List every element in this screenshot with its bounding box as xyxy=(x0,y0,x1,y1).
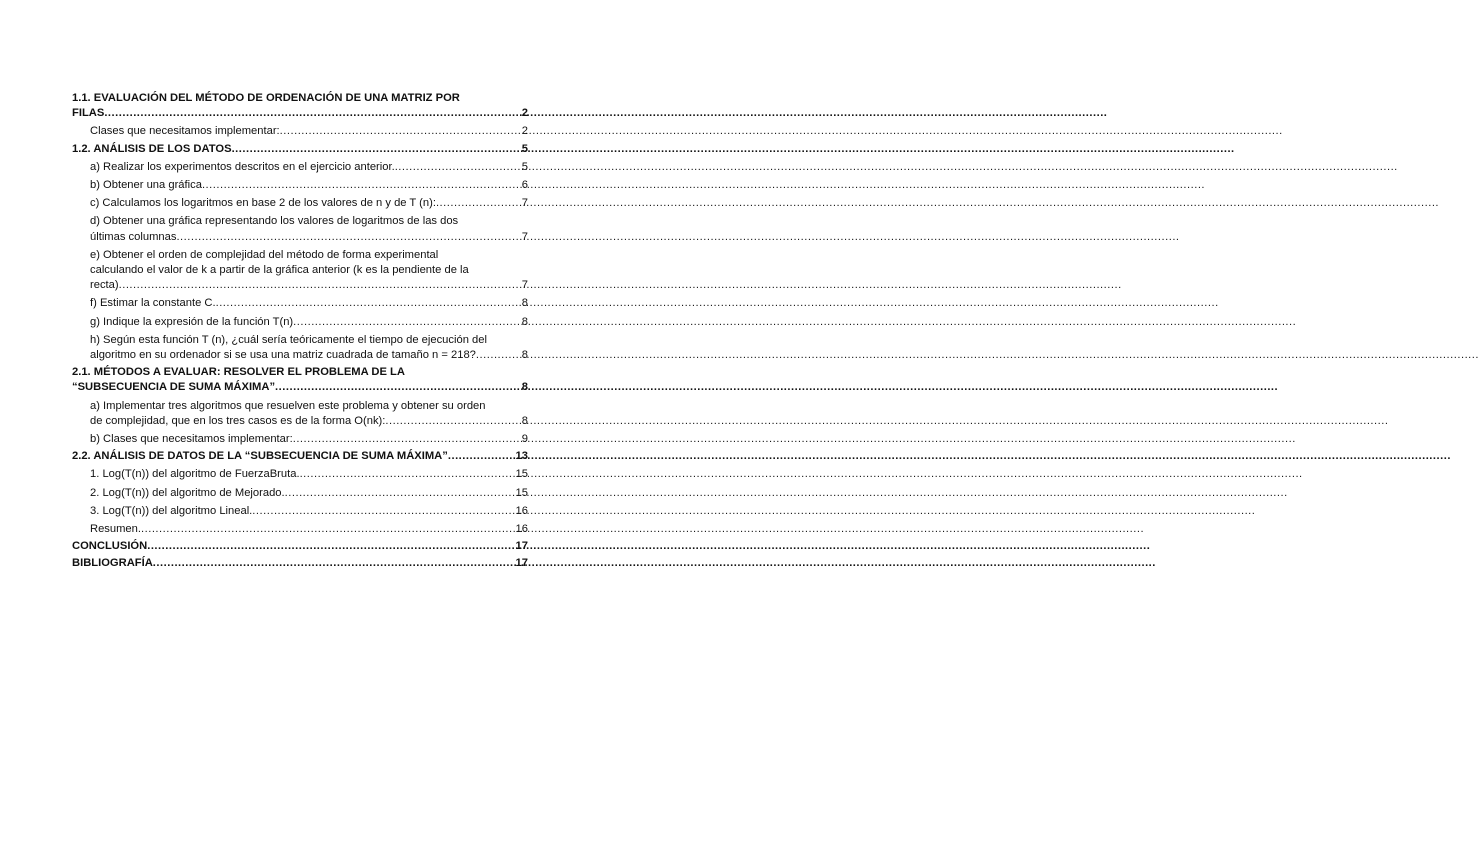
dot-leader xyxy=(293,315,520,330)
toc-page-number: 17 xyxy=(515,540,528,553)
dot-leader xyxy=(104,106,519,121)
toc-entry-g[interactable] xyxy=(72,315,528,330)
toc-entry-title: f) Estimar la constante C. xyxy=(90,297,216,310)
toc-page-number: 5 xyxy=(521,160,528,173)
dot-leader xyxy=(280,124,520,139)
toc-entry-conclusion[interactable] xyxy=(72,539,528,554)
dot-leader xyxy=(395,160,520,175)
toc-entry-title: b) Clases que necesitamos implementar: xyxy=(90,433,293,446)
toc-entry-mejorado[interactable] xyxy=(72,486,528,501)
toc-entry-title: Clases que necesitamos implementar: xyxy=(90,125,280,138)
table-of-contents xyxy=(72,91,528,572)
toc-entry-title: a) Realizar los experimentos descritos en el ejercicio anterior. xyxy=(90,160,395,173)
toc-entry-title: 1.2. ANÁLISIS DE LOS DATOS xyxy=(72,142,232,155)
dot-leader xyxy=(285,486,514,501)
dot-leader xyxy=(119,278,520,293)
toc-entry-clases[interactable] xyxy=(72,124,528,139)
toc-entry-title: FILAS xyxy=(72,107,105,120)
toc-page-number: 16 xyxy=(515,523,528,536)
toc-entry-title: “SUBSECUENCIA DE SUMA MÁXIMA” xyxy=(72,381,276,394)
toc-entry-title: de complejidad, que en los tres casos es de la forma O(nk): xyxy=(90,414,386,427)
toc-page-number: 15 xyxy=(515,468,528,481)
dot-leader xyxy=(385,414,519,429)
dot-leader xyxy=(300,467,514,482)
toc-entry-title: Resumen. xyxy=(90,523,141,536)
dot-leader xyxy=(232,142,520,157)
toc-entry-title: b) Obtener una gráfica xyxy=(90,179,202,192)
toc-page-number: 6 xyxy=(521,179,528,192)
toc-entry-bibliografia[interactable] xyxy=(72,556,528,571)
toc-entry-title: CONCLUSIÓN xyxy=(72,540,148,553)
toc-page-number: 8 xyxy=(521,315,528,328)
dot-leader xyxy=(476,348,520,363)
toc-page-number: 7 xyxy=(521,230,528,243)
toc-entry-text-line: 1.1. EVALUACIÓN DEL MÉTODO DE ORDENACIÓN DE UNA MATRIZ POR xyxy=(72,92,460,104)
toc-page-number: 9 xyxy=(521,433,528,446)
toc-entry-text-line: calculando el valor de k a partir de la gráfica anterior (k es la pendiente de la xyxy=(90,264,469,277)
toc-page-number: 15 xyxy=(515,486,528,499)
toc-page-number: 2 xyxy=(521,107,528,120)
toc-entry-text-line: 2.1. MÉTODOS A EVALUAR: RESOLVER EL PROBLEMA DE LA xyxy=(72,366,405,379)
dot-leader xyxy=(252,504,513,519)
dot-leader xyxy=(275,380,520,395)
toc-entry-e[interactable] xyxy=(72,248,528,294)
toc-entry-title: algoritmo en su ordenador si se usa una matriz cuadrada de tamaño n = 218? xyxy=(90,349,476,362)
toc-page-number: 2 xyxy=(521,125,528,138)
toc-entry-2-1-b[interactable] xyxy=(72,432,528,447)
toc-entry-f[interactable] xyxy=(72,296,528,311)
toc-page-number: 5 xyxy=(521,142,528,155)
toc-entry-text-line: e) Obtener el orden de complejidad del método de forma experimental xyxy=(90,248,439,261)
dot-leader xyxy=(448,449,514,464)
toc-entry-2-1[interactable] xyxy=(72,365,528,395)
toc-entry-1-2[interactable] xyxy=(72,142,528,157)
toc-page-number: 17 xyxy=(515,557,528,570)
toc-entry-title: g) Indique la expresión de la función T(n) xyxy=(90,315,294,328)
toc-page-number: 13 xyxy=(515,450,528,463)
toc-entry-c[interactable] xyxy=(72,196,528,211)
toc-entry-fuerzabruta[interactable] xyxy=(72,467,528,482)
toc-entry-title: c) Calculamos los logaritmos en base 2 de los valores de n y de T (n): xyxy=(90,197,436,210)
toc-page-number: 7 xyxy=(521,279,528,292)
toc-entry-h[interactable] xyxy=(72,333,528,363)
toc-entry-text-line: d) Obtener una gráfica representando los valores de logaritmos de las dos xyxy=(90,215,459,228)
toc-page-number: 8 xyxy=(521,381,528,394)
dot-leader xyxy=(436,196,520,211)
toc-entry-title: 3. Log(T(n)) del algoritmo Lineal. xyxy=(90,504,253,517)
toc-entry-title: 2. Log(T(n)) del algoritmo de Mejorado. xyxy=(90,486,285,499)
toc-entry-b[interactable] xyxy=(72,178,528,193)
toc-entry-2-1-a[interactable] xyxy=(72,399,528,429)
toc-entry-title: 1. Log(T(n)) del algoritmo de FuerzaBruta. xyxy=(90,468,300,481)
toc-entry-text-line: h) Según esta función T (n), ¿cuál sería teóricamente el tiempo de ejecución del xyxy=(90,333,487,346)
toc-page-number: 8 xyxy=(521,414,528,427)
dot-leader xyxy=(176,230,519,245)
toc-entry-title: últimas columnas xyxy=(90,230,177,243)
toc-entry-text-line: a) Implementar tres algoritmos que resuelven este problema y obtener su orden xyxy=(90,399,486,412)
toc-entry-d[interactable] xyxy=(72,214,528,244)
dot-leader xyxy=(147,539,513,554)
toc-page-number: 7 xyxy=(521,197,528,210)
toc-entry-resumen[interactable] xyxy=(72,522,528,537)
toc-entry-2-2[interactable] xyxy=(72,449,528,464)
toc-entry-title: recta) xyxy=(90,279,119,292)
toc-page-number: 8 xyxy=(521,297,528,310)
toc-entry-a[interactable] xyxy=(72,160,528,175)
toc-entry-title: 2.2. ANÁLISIS DE DATOS DE LA “SUBSECUENCIA DE SUMA MÁXIMA” xyxy=(72,450,448,463)
toc-page-number: 16 xyxy=(515,504,528,517)
dot-leader xyxy=(153,556,514,571)
dot-leader xyxy=(293,432,520,447)
dot-leader xyxy=(216,296,520,311)
toc-entry-lineal[interactable] xyxy=(72,504,528,519)
toc-page-number: 8 xyxy=(521,349,528,362)
toc-entry-title: BIBLIOGRAFÍA xyxy=(72,557,153,570)
dot-leader xyxy=(141,522,514,537)
toc-entry-1-1[interactable] xyxy=(72,91,528,121)
dot-leader xyxy=(202,178,520,193)
